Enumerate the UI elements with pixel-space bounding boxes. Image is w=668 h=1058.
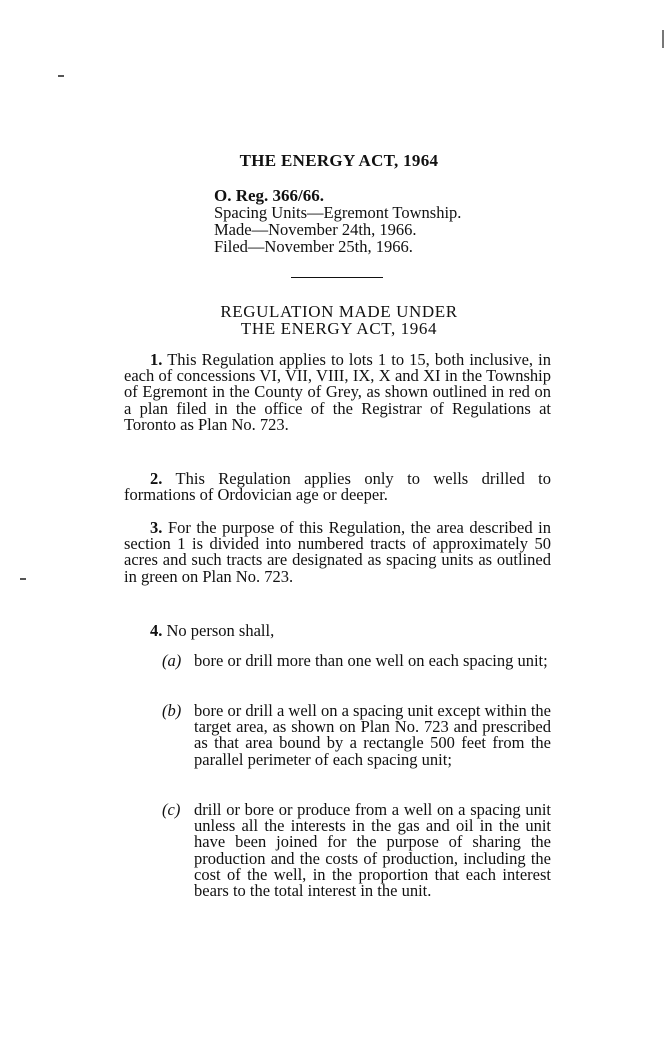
clause-text: bore or drill more than one well on each spacing unit; (194, 651, 548, 670)
section-number: 2. (150, 469, 163, 488)
section-text: This Regulation applies to lots 1 to 15, both inclusive, in each of concessions VI, VII, VIII, IX, X and XI in the Township of Egremont in the County of Grey, as shown outlined in red on a plan filed in the office of the Registrar of Regulations at Toronto as Plan No. 723. (124, 350, 551, 434)
regulation-made-date: Made—November 24th, 1966. (214, 220, 417, 239)
clause-text: bore or drill a well on a spacing unit except within the target area, as shown on Plan No. 723 and prescribed as that area bound by a rectangle 500 feet from the parallel perimeter of each spacing unit; (194, 701, 551, 769)
section-1 (124, 352, 551, 433)
section-number: 3. (150, 518, 163, 537)
clause-label: (c) (162, 800, 181, 819)
regulation-heading-line-1: REGULATION MADE UNDER (220, 302, 458, 321)
regulation-heading-line-2: THE ENERGY ACT, 1964 (240, 319, 438, 338)
regulation-number: O. Reg. 366/66. (214, 186, 325, 205)
section-number: 1. (150, 350, 163, 369)
clause-label: (a) (162, 651, 182, 670)
section-text: For the purpose of this Regulation, the area described in section 1 is divided into numbered tracts of approximately 50 acres and such tracts are designated as spacing units as outlined in green on Plan No. 723. (124, 518, 551, 586)
section-number: 4. (150, 621, 163, 640)
clause-c (162, 802, 551, 899)
clause-text: drill or bore or produce from a well on a spacing unit unless all the interests in the gas and oil in the unit have been joined for the purpose of sharing the production and the costs of production, including the cost of the well, in the proportion that each interest bears to the total interest in the unit. (194, 800, 551, 901)
regulation-filed-date: Filed—November 25th, 1966. (214, 237, 413, 256)
regulation-subject: Spacing Units—Egremont Township. (214, 203, 462, 222)
section-2 (124, 471, 551, 503)
scan-mark (20, 578, 26, 580)
clause-label: (b) (162, 701, 182, 720)
clause-a (162, 653, 551, 669)
section-3 (124, 520, 551, 585)
regulation-heading (0, 303, 668, 337)
section-text: No person shall, (166, 621, 275, 640)
act-title: THE ENERGY ACT, 1964 (239, 151, 439, 170)
divider-rule (291, 277, 383, 278)
section-text: This Regulation applies only to wells drilled to formations of Ordovician age or deeper. (124, 469, 551, 505)
regulation-info (214, 187, 461, 255)
scan-mark (58, 75, 64, 77)
scan-edge-mark (662, 30, 664, 48)
section-4 (124, 623, 551, 639)
clause-b (162, 703, 551, 768)
